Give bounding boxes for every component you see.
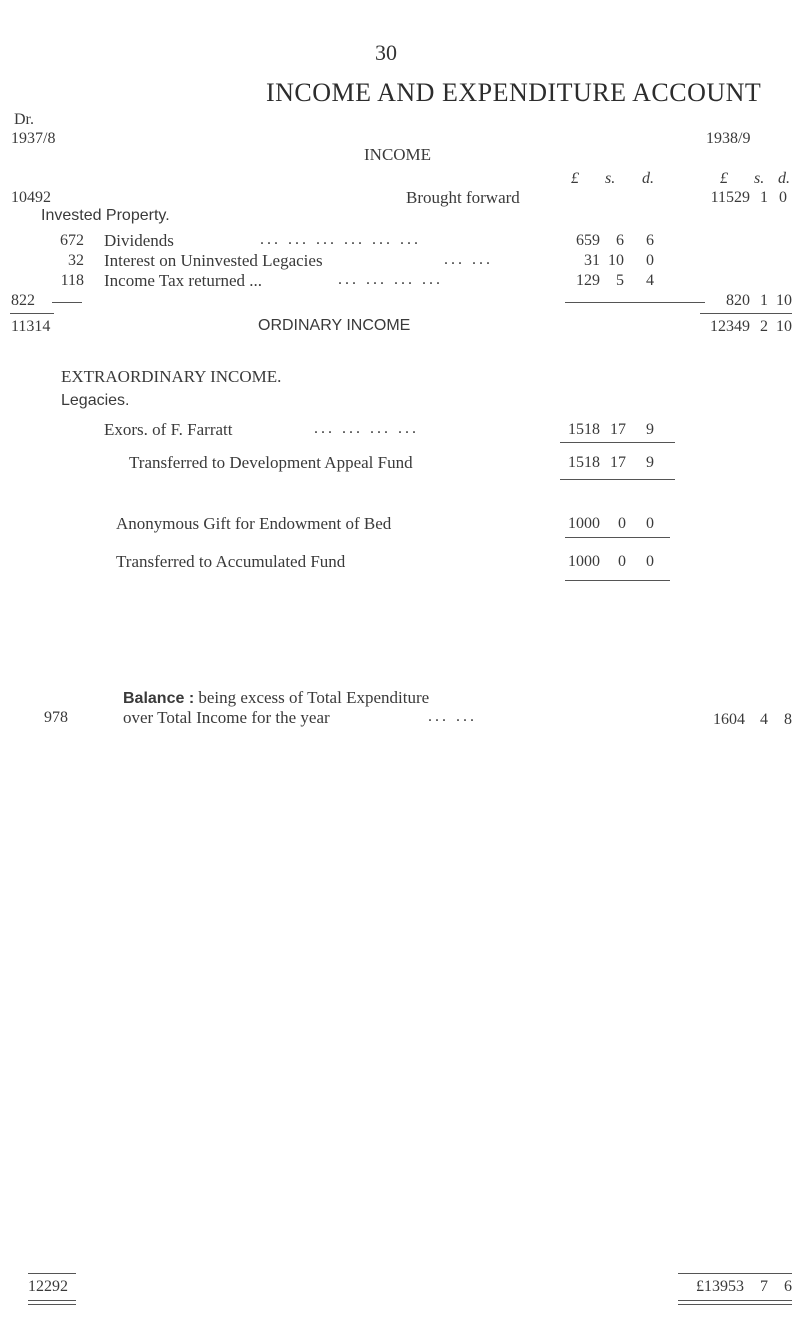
- prior-grand-total-double-rule: [28, 1300, 76, 1305]
- grand-total-rule: [678, 1273, 792, 1274]
- accumulated-fund-rule: [565, 580, 670, 581]
- row-shillings: 0: [618, 515, 626, 532]
- side-label: Dr.: [14, 111, 34, 128]
- ordinary-income-prior: 11314: [11, 318, 51, 335]
- balance-label-line2: over Total Income for the year: [123, 708, 330, 727]
- item-prior: 672: [60, 232, 84, 249]
- item-leader-dots: ... ... ... ...: [338, 271, 443, 288]
- item-label: Dividends: [104, 231, 174, 250]
- row-pence: 9: [646, 454, 654, 471]
- shillings-header-right: s.: [754, 170, 765, 187]
- row-label: Anonymous Gift for Endowment of Bed: [116, 514, 392, 533]
- balance-pounds: 1604: [713, 711, 745, 728]
- row-label: Transferred to Accumulated Fund: [116, 552, 346, 571]
- item-shillings: 6: [616, 232, 624, 249]
- grand-total-pence: 6: [784, 1278, 792, 1295]
- brought-forward-prior: 10492: [11, 189, 51, 206]
- balance-leader-dots: ... ...: [428, 708, 477, 725]
- item-label: Interest on Uninvested Legacies: [104, 251, 323, 270]
- farratt-rule: [560, 442, 675, 443]
- balance-shillings: 4: [760, 711, 768, 728]
- brought-forward-pounds: 11529: [710, 189, 750, 206]
- invested-subtotal-pence: 10: [776, 292, 792, 309]
- invested-subtotal-pounds: 820: [726, 292, 750, 309]
- row-pence: 9: [646, 421, 654, 438]
- item-prior: 118: [60, 272, 84, 289]
- item-label: Income Tax returned ...: [104, 271, 263, 290]
- row-pounds: 1000: [568, 515, 600, 532]
- balance-label-line1: [123, 688, 429, 708]
- year-left: 1937/8: [11, 130, 56, 147]
- row-label: Transferred to Development Appeal Fund: [129, 453, 413, 472]
- ordinary-income-pounds: 12349: [710, 318, 750, 335]
- development-fund-rule: [560, 479, 675, 480]
- item-pounds: 659: [576, 232, 600, 249]
- shillings-header-left: s.: [605, 170, 616, 187]
- ordinary-income-label: ORDINARY INCOME: [258, 317, 411, 334]
- row-pounds: 1518: [568, 421, 600, 438]
- item-pounds: 31: [584, 252, 600, 269]
- prior-subtotal-rule: [52, 302, 82, 303]
- grand-total-prior: 12292: [28, 1278, 68, 1295]
- item-pounds: 129: [576, 272, 600, 289]
- legacies-heading: Legacies.: [61, 392, 130, 409]
- grand-total-double-rule: [678, 1300, 792, 1305]
- row-pence: 0: [646, 515, 654, 532]
- brought-forward-shillings: 1: [760, 189, 768, 206]
- page-number: 30: [375, 40, 397, 65]
- anonymous-gift-rule: [565, 537, 670, 538]
- balance-label-rest: being excess of Total Expenditure: [198, 688, 430, 707]
- balance-label-bold: Balance :: [123, 690, 195, 707]
- pence-header-left: d.: [642, 170, 654, 187]
- item-shillings: 10: [608, 252, 624, 269]
- row-leader-dots: ... ... ... ...: [314, 420, 419, 437]
- ordinary-rule: [700, 313, 792, 314]
- item-leader-dots: ... ...: [444, 251, 493, 268]
- year-right: 1938/9: [706, 130, 751, 147]
- brought-forward-pence: 0: [779, 189, 787, 206]
- item-pence: 0: [646, 252, 654, 269]
- row-label: Exors. of F. Farratt: [104, 420, 233, 439]
- prior-grand-total-rule: [28, 1273, 76, 1274]
- item-prior: 32: [68, 252, 84, 269]
- row-shillings: 0: [618, 553, 626, 570]
- row-pounds: 1518: [568, 454, 600, 471]
- invested-subtotal-shillings: 1: [760, 292, 768, 309]
- ordinary-income-pence: 10: [776, 318, 792, 335]
- row-shillings: 17: [610, 454, 626, 471]
- prior-ordinary-rule: [10, 313, 54, 314]
- row-pence: 0: [646, 553, 654, 570]
- item-pence: 6: [646, 232, 654, 249]
- row-shillings: 17: [610, 421, 626, 438]
- grand-total-shillings: 7: [760, 1278, 768, 1295]
- grand-total-pounds: £13953: [696, 1278, 744, 1295]
- invested-property-heading: Invested Property.: [41, 207, 170, 224]
- extraordinary-heading: EXTRAORDINARY INCOME.: [61, 367, 282, 386]
- invested-subtotal-prior: 822: [11, 292, 35, 309]
- item-pence: 4: [646, 272, 654, 289]
- page-title: INCOME AND EXPENDITURE ACCOUNT: [266, 78, 762, 107]
- income-heading: INCOME: [364, 145, 432, 164]
- brought-forward-label: Brought forward: [406, 188, 520, 207]
- item-leader-dots: ... ... ... ... ... ...: [260, 231, 421, 248]
- invested-subtotal-rule: [565, 302, 705, 303]
- balance-pence: 8: [784, 711, 792, 728]
- balance-prior: 978: [44, 709, 68, 726]
- pounds-header-right: £: [720, 170, 728, 187]
- item-shillings: 5: [616, 272, 624, 289]
- row-pounds: 1000: [568, 553, 600, 570]
- pounds-header-left: £: [571, 170, 579, 187]
- pence-header-right: d.: [778, 170, 790, 187]
- ordinary-income-shillings: 2: [760, 318, 768, 335]
